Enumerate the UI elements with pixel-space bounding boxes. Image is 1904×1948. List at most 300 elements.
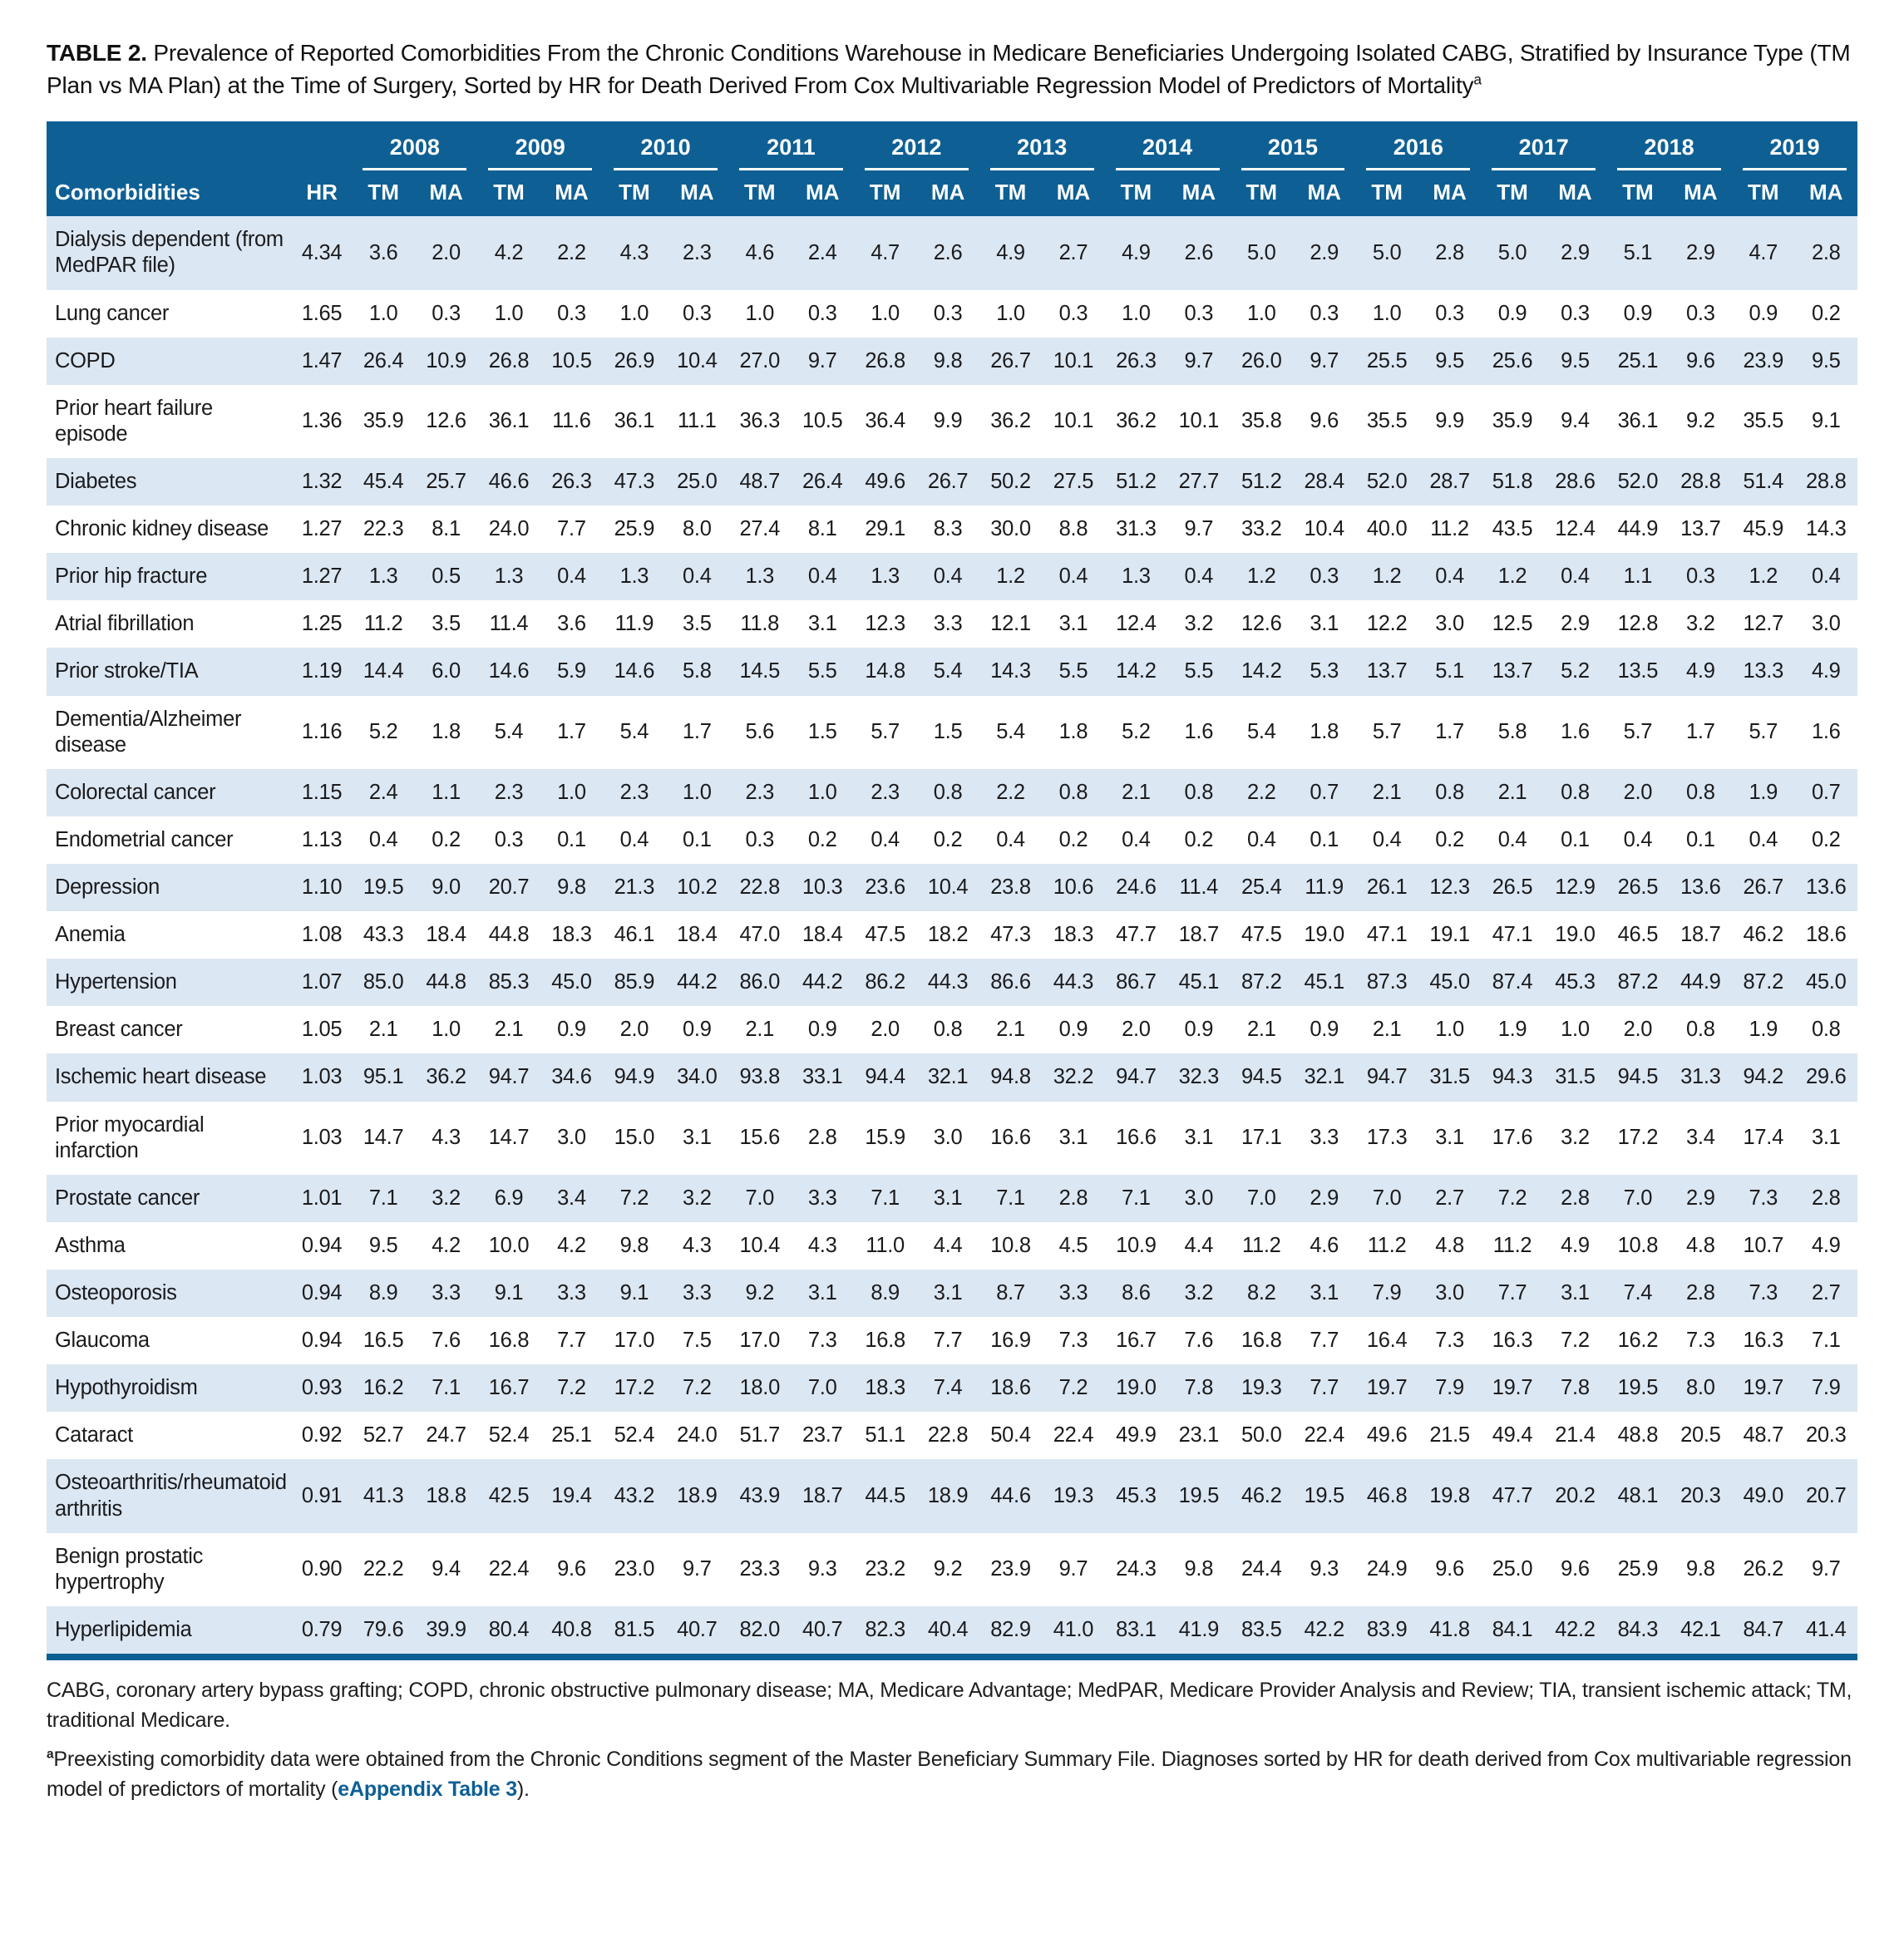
prevalence-value: 2.0	[1122, 1018, 1151, 1042]
prevalence-value: 1.0	[494, 301, 524, 325]
prevalence-value: 8.8	[1058, 517, 1088, 541]
tm-column-header: TM	[352, 170, 414, 216]
prevalence-value: 3.3	[557, 1281, 586, 1304]
prevalence-value: 51.2	[1241, 470, 1282, 494]
prevalence-value: 16.8	[488, 1329, 530, 1353]
prevalence-value: 50.0	[1241, 1423, 1282, 1447]
prevalence-value: 22.8	[927, 1423, 969, 1447]
prevalence-value: 1.0	[432, 1018, 461, 1042]
prevalence-value: 5.2	[368, 720, 398, 744]
prevalence-value: 13.7	[1680, 517, 1721, 541]
prevalence-value: 0.3	[1435, 301, 1464, 325]
prevalence-value: 47.7	[1492, 1483, 1533, 1507]
prevalence-value: 0.2	[432, 827, 461, 851]
year-header	[603, 121, 728, 170]
prevalence-value: 14.8	[865, 659, 905, 683]
footnote-suffix: ).	[516, 1778, 530, 1802]
table-row	[47, 1006, 1857, 1053]
prevalence-value: 20.7	[488, 875, 530, 900]
prevalence-value: 15.6	[739, 1126, 780, 1150]
prevalence-value: 3.1	[683, 1126, 712, 1150]
prevalence-value: 33.2	[1241, 517, 1282, 541]
prevalence-value: 10.6	[1053, 875, 1094, 900]
prevalence-value: 7.2	[1561, 1329, 1590, 1353]
table-row	[47, 338, 1857, 385]
hr-value: 1.19	[301, 659, 343, 683]
prevalence-value: 0.8	[1561, 780, 1590, 804]
comorbidity-name: Hypertension	[55, 970, 177, 994]
prevalence-value: 1.2	[1246, 565, 1276, 589]
year-header	[854, 121, 979, 170]
ma-column-header: MA	[666, 170, 728, 216]
prevalence-value: 0.4	[807, 565, 837, 589]
prevalence-value: 7.3	[1749, 1281, 1778, 1304]
prevalence-value: 7.7	[557, 517, 586, 541]
prevalence-value: 4.3	[619, 240, 649, 264]
prevalence-value: 45.0	[551, 970, 592, 994]
prevalence-value: 24.3	[1116, 1557, 1157, 1581]
table-row	[47, 959, 1857, 1006]
prevalence-value: 18.7	[1178, 923, 1220, 947]
prevalence-value: 9.8	[933, 348, 963, 372]
prevalence-value: 41.9	[1178, 1617, 1220, 1641]
prevalence-value: 26.5	[1617, 875, 1659, 900]
prevalence-value: 2.1	[1497, 780, 1527, 804]
prevalence-value: 7.7	[933, 1329, 963, 1353]
prevalence-value: 12.7	[1743, 612, 1783, 636]
prevalence-value: 7.4	[933, 1376, 963, 1400]
prevalence-value: 45.1	[1304, 970, 1344, 994]
prevalence-value: 1.6	[1184, 720, 1214, 744]
year-label: 2009	[488, 135, 592, 170]
prevalence-value: 52.0	[1366, 470, 1408, 494]
prevalence-value: 2.6	[933, 240, 963, 264]
prevalence-value: 24.6	[1116, 875, 1157, 900]
prevalence-value: 94.3	[1492, 1065, 1533, 1089]
prevalence-value: 14.7	[488, 1126, 530, 1150]
prevalence-value: 18.6	[1806, 923, 1847, 947]
comorbidity-name: Prior myocardial infarction	[55, 1112, 205, 1162]
prevalence-value: 94.4	[865, 1065, 905, 1089]
prevalence-value: 84.1	[1492, 1617, 1533, 1641]
comorbidity-name: Benign prostatic hypertrophy	[55, 1544, 204, 1594]
prevalence-value: 3.1	[1435, 1126, 1464, 1150]
prevalence-value: 4.3	[807, 1233, 837, 1257]
prevalence-value: 8.2	[1246, 1281, 1276, 1304]
prevalence-value: 16.7	[488, 1376, 530, 1400]
prevalence-value: 3.3	[683, 1281, 712, 1304]
prevalence-value: 4.8	[1435, 1233, 1464, 1257]
prevalence-value: 9.8	[1184, 1557, 1214, 1581]
prevalence-value: 19.7	[1492, 1376, 1533, 1400]
prevalence-value: 9.1	[494, 1281, 524, 1304]
prevalence-value: 0.2	[1811, 301, 1841, 325]
prevalence-value: 94.7	[1116, 1065, 1157, 1089]
prevalence-value: 5.5	[807, 659, 837, 683]
prevalence-value: 1.2	[1749, 565, 1778, 589]
prevalence-value: 15.9	[865, 1126, 905, 1150]
prevalence-value: 9.1	[1811, 409, 1841, 433]
prevalence-value: 52.4	[614, 1423, 655, 1447]
year-header	[1231, 121, 1356, 170]
prevalence-value: 25.4	[1241, 875, 1282, 900]
prevalence-value: 4.6	[745, 240, 775, 264]
prevalence-value: 9.7	[1310, 348, 1339, 372]
prevalence-value: 1.8	[1058, 720, 1088, 744]
prevalence-value: 36.2	[1116, 409, 1157, 433]
prevalence-value: 2.3	[494, 780, 524, 804]
prevalence-value: 8.9	[368, 1281, 398, 1304]
prevalence-value: 2.8	[1561, 1186, 1590, 1210]
prevalence-value: 20.5	[1680, 1423, 1721, 1447]
prevalence-value: 51.2	[1116, 470, 1157, 494]
prevalence-value: 46.1	[614, 923, 655, 947]
prevalence-value: 14.5	[739, 659, 780, 683]
prevalence-value: 11.6	[552, 409, 591, 433]
prevalence-value: 41.4	[1806, 1617, 1847, 1641]
prevalence-value: 8.7	[996, 1281, 1025, 1304]
prevalence-value: 23.9	[1743, 348, 1783, 372]
prevalence-value: 12.2	[1366, 612, 1408, 636]
prevalence-value: 3.3	[1310, 1126, 1339, 1150]
prevalence-value: 20.7	[1806, 1483, 1847, 1507]
prevalence-value: 23.6	[865, 875, 905, 900]
prevalence-value: 50.2	[990, 470, 1031, 494]
prevalence-value: 9.6	[1561, 1557, 1590, 1581]
prevalence-value: 7.2	[1497, 1186, 1527, 1210]
prevalence-value: 1.3	[871, 565, 900, 589]
hr-value: 1.01	[301, 1186, 343, 1210]
year-label: 2011	[739, 135, 843, 170]
prevalence-value: 0.8	[1686, 780, 1715, 804]
prevalence-value: 19.5	[1617, 1376, 1659, 1400]
prevalence-value: 13.5	[1617, 659, 1659, 683]
prevalence-value: 85.9	[614, 970, 655, 994]
prevalence-value: 3.2	[432, 1186, 461, 1210]
prevalence-value: 3.2	[1686, 612, 1715, 636]
prevalence-value: 1.3	[1122, 565, 1151, 589]
prevalence-value: 48.7	[1743, 1423, 1783, 1447]
footnote-text: Preexisting comorbidity data were obtained from the Chronic Conditions segment of the Master Beneficiary Summary File. Diagnoses sorted by HR for death derived from Cox multivariable regression model of predictors of mortality (	[47, 1747, 1852, 1802]
prevalence-value: 8.0	[683, 517, 712, 541]
prevalence-value: 36.2	[990, 409, 1031, 433]
table-row	[47, 1102, 1857, 1175]
table-row	[47, 1364, 1857, 1412]
prevalence-value: 1.0	[745, 301, 775, 325]
prevalence-value: 2.1	[996, 1018, 1025, 1042]
prevalence-value: 10.0	[488, 1233, 530, 1257]
prevalence-value: 28.7	[1429, 470, 1470, 494]
prevalence-value: 94.7	[1366, 1065, 1408, 1089]
prevalence-value: 26.5	[1492, 875, 1533, 900]
prevalence-value: 36.2	[426, 1065, 466, 1089]
prevalence-value: 13.7	[1492, 659, 1533, 683]
prevalence-value: 10.9	[1116, 1233, 1157, 1257]
prevalence-value: 16.7	[1116, 1329, 1157, 1353]
prevalence-value: 14.3	[1806, 517, 1847, 541]
comorbidity-name: Dementia/Alzheimer disease	[55, 707, 242, 757]
prevalence-value: 4.8	[1686, 1233, 1715, 1257]
prevalence-value: 22.2	[363, 1557, 404, 1581]
prevalence-value: 9.5	[1561, 348, 1590, 372]
prevalence-value: 0.4	[368, 827, 398, 851]
prevalence-value: 8.1	[432, 517, 461, 541]
prevalence-value: 23.2	[865, 1557, 905, 1581]
table-row	[47, 1270, 1857, 1317]
prevalence-value: 9.8	[619, 1233, 649, 1257]
prevalence-value: 3.2	[1184, 612, 1214, 636]
prevalence-value: 7.9	[1811, 1376, 1841, 1400]
prevalence-value: 2.8	[1811, 1186, 1841, 1210]
prevalence-value: 44.9	[1617, 517, 1659, 541]
prevalence-value: 0.8	[933, 1018, 963, 1042]
comorbidities-column-header: Comorbidities	[47, 170, 292, 216]
prevalence-value: 2.1	[1372, 780, 1402, 804]
hr-value: 1.07	[301, 970, 343, 994]
prevalence-value: 2.0	[432, 240, 461, 264]
prevalence-value: 9.7	[1811, 1557, 1841, 1581]
table-row	[47, 553, 1857, 600]
comorbidity-name: Ischemic heart disease	[55, 1065, 267, 1089]
comorbidities-table	[47, 121, 1857, 1660]
eappendix-table-link[interactable]: eAppendix Table 3	[338, 1778, 517, 1802]
prevalence-value: 3.1	[933, 1281, 963, 1304]
comorbidity-name: Osteoarthritis/rheumatoid arthritis	[55, 1471, 287, 1521]
prevalence-value: 7.1	[1811, 1329, 1841, 1353]
prevalence-value: 0.9	[1623, 301, 1653, 325]
prevalence-value: 35.5	[1743, 409, 1783, 433]
prevalence-value: 7.3	[1686, 1329, 1715, 1353]
prevalence-value: 86.2	[865, 970, 905, 994]
prevalence-value: 5.9	[557, 659, 586, 683]
table-row	[47, 864, 1857, 911]
prevalence-value: 3.1	[1811, 1126, 1841, 1150]
ma-column-header: MA	[1293, 170, 1355, 216]
ma-column-header: MA	[791, 170, 853, 216]
prevalence-value: 2.7	[1058, 240, 1088, 264]
prevalence-value: 87.3	[1366, 970, 1408, 994]
hr-value: 1.25	[301, 612, 343, 636]
prevalence-value: 9.7	[683, 1557, 712, 1581]
prevalence-value: 35.8	[1241, 409, 1282, 433]
prevalence-value: 2.9	[1686, 1186, 1715, 1210]
prevalence-value: 1.9	[1749, 1018, 1778, 1042]
prevalence-value: 87.4	[1492, 970, 1533, 994]
prevalence-value: 9.2	[1686, 409, 1715, 433]
prevalence-value: 44.6	[990, 1483, 1031, 1507]
prevalence-value: 12.6	[1241, 612, 1282, 636]
prevalence-value: 11.4	[489, 612, 529, 636]
prevalence-value: 2.3	[619, 780, 649, 804]
prevalence-value: 7.1	[1122, 1186, 1151, 1210]
prevalence-value: 3.1	[1310, 1281, 1339, 1304]
prevalence-value: 44.2	[802, 970, 843, 994]
prevalence-value: 3.5	[432, 612, 461, 636]
prevalence-value: 9.3	[807, 1557, 837, 1581]
prevalence-value: 0.1	[1561, 827, 1590, 851]
comorbidity-name: Depression	[55, 875, 160, 900]
prevalence-value: 5.1	[1623, 240, 1653, 264]
year-label: 2008	[363, 135, 466, 170]
prevalence-value: 19.5	[1304, 1483, 1344, 1507]
prevalence-value: 1.0	[368, 301, 398, 325]
prevalence-value: 31.3	[1116, 517, 1157, 541]
prevalence-value: 3.2	[1561, 1126, 1590, 1150]
prevalence-value: 32.2	[1053, 1065, 1094, 1089]
prevalence-value: 26.2	[1743, 1557, 1783, 1581]
year-label: 2019	[1743, 135, 1847, 170]
prevalence-value: 3.1	[807, 1281, 837, 1304]
table-title-text: Prevalence of Reported Comorbidities From the Chronic Conditions Warehouse in Medicare Beneficiaries Undergoing Isolated CABG, Stratified by Insurance Type (TM Plan vs MA Plan) at the Time of Surgery, Sorted by HR for Death Derived From Cox Multivariable Regression Model of Predictors of Mortality	[47, 40, 1851, 99]
prevalence-value: 26.1	[1366, 875, 1408, 900]
prevalence-value: 5.7	[1749, 720, 1778, 744]
prevalence-value: 0.4	[1497, 827, 1527, 851]
prevalence-value: 1.1	[1623, 565, 1653, 589]
prevalence-value: 4.9	[1122, 240, 1151, 264]
prevalence-value: 86.6	[990, 970, 1031, 994]
prevalence-value: 1.0	[996, 301, 1025, 325]
prevalence-value: 25.7	[426, 470, 466, 494]
prevalence-value: 7.0	[807, 1376, 837, 1400]
table-header	[47, 121, 1857, 216]
prevalence-value: 22.4	[1053, 1423, 1094, 1447]
data-source-note	[47, 1744, 1857, 1805]
prevalence-value: 82.0	[739, 1617, 780, 1641]
prevalence-value: 52.4	[488, 1423, 530, 1447]
prevalence-value: 8.1	[807, 517, 837, 541]
prevalence-value: 26.9	[614, 348, 655, 372]
prevalence-value: 5.0	[1372, 240, 1402, 264]
comorbidity-name: Endometrial cancer	[55, 827, 234, 851]
prevalence-value: 85.0	[363, 970, 404, 994]
prevalence-value: 17.2	[614, 1376, 655, 1400]
prevalence-value: 19.0	[1304, 923, 1344, 947]
prevalence-value: 9.4	[1561, 409, 1590, 433]
prevalence-value: 46.6	[488, 470, 530, 494]
prevalence-value: 2.7	[1435, 1186, 1464, 1210]
prevalence-value: 11.9	[614, 612, 654, 636]
prevalence-value: 10.5	[551, 348, 592, 372]
prevalence-value: 7.6	[432, 1329, 461, 1353]
prevalence-value: 41.0	[1053, 1617, 1094, 1641]
prevalence-value: 35.9	[363, 409, 404, 433]
prevalence-value: 0.4	[1184, 565, 1214, 589]
prevalence-value: 45.1	[1178, 970, 1220, 994]
prevalence-value: 10.5	[802, 409, 843, 433]
prevalence-value: 22.8	[739, 875, 780, 900]
column-header-row	[47, 170, 1857, 216]
prevalence-value: 0.9	[1310, 1018, 1339, 1042]
prevalence-value: 19.3	[1241, 1376, 1282, 1400]
prevalence-value: 10.8	[1617, 1233, 1659, 1257]
prevalence-value: 1.0	[1246, 301, 1276, 325]
prevalence-value: 3.3	[1058, 1281, 1088, 1304]
prevalence-value: 0.7	[1310, 780, 1339, 804]
prevalence-value: 2.8	[1686, 1281, 1715, 1304]
prevalence-value: 17.3	[1366, 1126, 1408, 1150]
prevalence-value: 9.8	[557, 875, 586, 900]
prevalence-value: 4.6	[1310, 1233, 1339, 1257]
prevalence-value: 24.7	[426, 1423, 466, 1447]
prevalence-value: 0.3	[557, 301, 586, 325]
prevalence-value: 3.2	[683, 1186, 712, 1210]
prevalence-value: 0.9	[1058, 1018, 1088, 1042]
prevalence-value: 17.0	[614, 1329, 655, 1353]
prevalence-value: 2.0	[619, 1018, 649, 1042]
prevalence-value: 5.8	[683, 659, 712, 683]
prevalence-value: 16.2	[363, 1376, 404, 1400]
prevalence-value: 23.3	[739, 1557, 780, 1581]
tm-column-header: TM	[1105, 170, 1167, 216]
prevalence-value: 10.4	[1304, 517, 1344, 541]
prevalence-value: 0.9	[1497, 301, 1527, 325]
prevalence-value: 48.1	[1617, 1483, 1659, 1507]
prevalence-value: 3.3	[432, 1281, 461, 1304]
table-row	[47, 816, 1857, 864]
prevalence-value: 19.7	[1743, 1376, 1783, 1400]
prevalence-value: 0.8	[1811, 1018, 1841, 1042]
comorbidity-name: Colorectal cancer	[55, 780, 216, 804]
prevalence-value: 5.8	[1497, 720, 1527, 744]
prevalence-value: 0.4	[1372, 827, 1402, 851]
abbreviations-note: CABG, coronary artery bypass grafting; COPD, chronic obstructive pulmonary disease; MA, Medicare Advantage; MedPAR, Medicare Provider Analysis and Review; TIA, transient ischemic attack; TM, traditional Medicare.	[47, 1678, 1852, 1733]
prevalence-value: 0.2	[1811, 827, 1841, 851]
prevalence-value: 26.7	[1743, 875, 1783, 900]
prevalence-value: 2.7	[1811, 1281, 1841, 1304]
prevalence-value: 34.6	[551, 1065, 592, 1089]
prevalence-value: 47.0	[739, 923, 780, 947]
prevalence-value: 11.2	[1492, 1233, 1532, 1257]
prevalence-value: 42.2	[1555, 1617, 1596, 1641]
prevalence-value: 47.7	[1116, 923, 1157, 947]
prevalence-value: 36.3	[739, 409, 780, 433]
prevalence-value: 7.7	[1497, 1281, 1527, 1304]
prevalence-value: 36.1	[1617, 409, 1659, 433]
prevalence-value: 26.4	[802, 470, 843, 494]
prevalence-value: 0.2	[1184, 827, 1214, 851]
prevalence-value: 18.9	[677, 1483, 718, 1507]
prevalence-value: 1.7	[683, 720, 712, 744]
prevalence-value: 49.6	[865, 470, 905, 494]
prevalence-value: 12.4	[1116, 612, 1157, 636]
year-label: 2017	[1492, 135, 1596, 170]
hr-value: 0.79	[301, 1617, 343, 1641]
prevalence-value: 16.3	[1743, 1329, 1783, 1353]
prevalence-value: 0.9	[557, 1018, 586, 1042]
prevalence-value: 0.8	[1686, 1018, 1715, 1042]
comorbidity-name: Prostate cancer	[55, 1186, 200, 1210]
prevalence-value: 3.0	[1435, 1281, 1464, 1304]
prevalence-value: 45.0	[1806, 970, 1847, 994]
prevalence-value: 22.4	[1304, 1423, 1344, 1447]
prevalence-value: 25.6	[1492, 348, 1533, 372]
prevalence-value: 34.0	[677, 1065, 718, 1089]
prevalence-value: 9.5	[1811, 348, 1841, 372]
hr-column-header: HR	[292, 170, 353, 216]
prevalence-value: 46.2	[1241, 1483, 1282, 1507]
prevalence-value: 1.0	[683, 780, 712, 804]
prevalence-value: 1.7	[1686, 720, 1715, 744]
prevalence-value: 1.6	[1561, 720, 1590, 744]
prevalence-value: 12.3	[865, 612, 905, 636]
prevalence-value: 8.3	[933, 517, 963, 541]
ma-column-header: MA	[916, 170, 979, 216]
prevalence-value: 2.6	[1184, 240, 1214, 264]
prevalence-value: 87.2	[1241, 970, 1282, 994]
prevalence-value: 2.2	[1246, 780, 1276, 804]
prevalence-value: 0.3	[933, 301, 963, 325]
prevalence-value: 24.0	[677, 1423, 718, 1447]
